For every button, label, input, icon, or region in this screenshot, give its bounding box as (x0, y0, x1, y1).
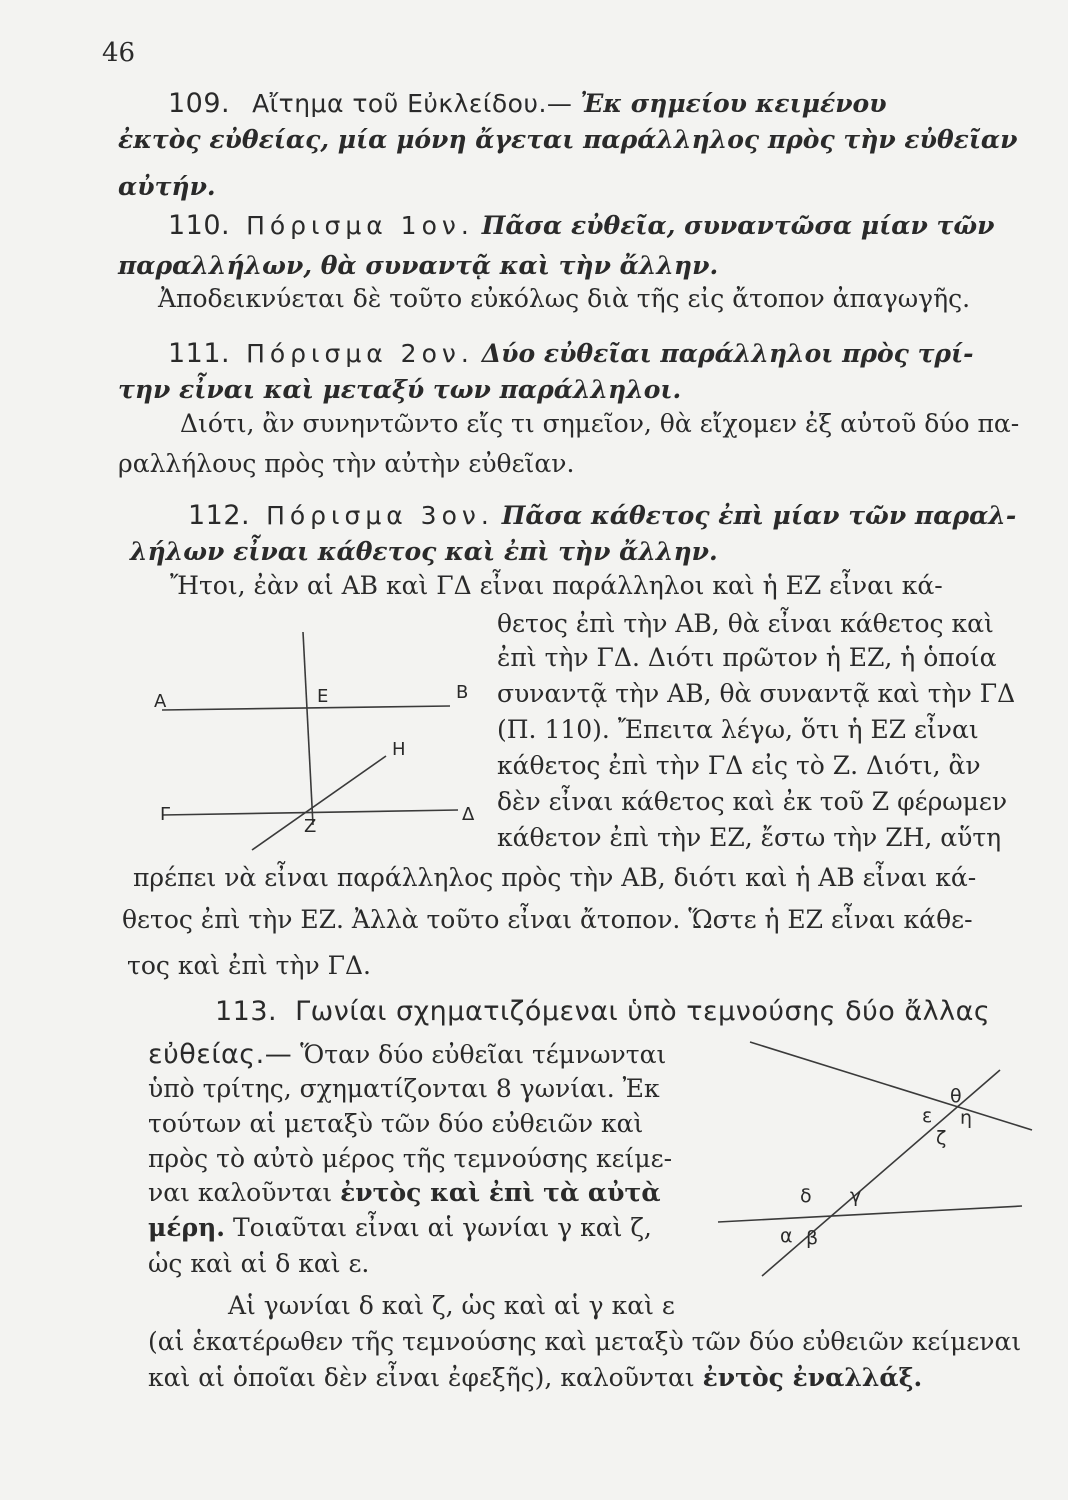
label-eta: η (960, 1107, 973, 1129)
label-g: Γ (160, 804, 171, 825)
s112-text-7: κάθετον ἐπὶ τὴν ΕΖ, ἔστω τὴν ΖΗ, αὕτη (497, 823, 1002, 852)
s109-statement-2: ἐκτὸς εὐθείας, μία μόνη ἄγεται παράλληλος πρὸς τὴν εὐθεῖαν (118, 125, 1018, 154)
label-epsilon: ε (922, 1105, 933, 1127)
s110-number: 110. (168, 210, 231, 241)
line-ez (303, 632, 313, 825)
s112-statement-1: Πᾶσα κάθετος ἐπὶ μίαν τῶν παραλ- (501, 501, 1017, 530)
s113-line6 (148, 1177, 661, 1209)
page-number: 46 (102, 38, 136, 68)
label-delta: δ (800, 1185, 812, 1207)
label-a: A (154, 691, 167, 712)
label-zeta: ζ (936, 1127, 947, 1149)
figure-transversal (710, 1030, 1040, 1280)
label-gamma: γ (850, 1185, 862, 1207)
s113-text-11: καὶ αἱ ὁποῖαι δὲν εἶναι ἐφεξῆς), καλοῦνται (148, 1363, 695, 1392)
s113-text-9: Αἱ γωνίαι δ καὶ ζ, ὡς καὶ αἱ γ καὶ ε (228, 1291, 675, 1320)
label-alpha: α (780, 1225, 793, 1247)
s111-statement-1: Δύο εὐθεῖαι παράλληλοι πρὸς τρί- (481, 339, 974, 368)
s112-text-9: θετος ἐπὶ τὴν ΕΖ. Ἀλλὰ τοῦτο εἶναι ἄτοπον. Ὥστε ἡ ΕΖ εἶναι κάθε- (122, 905, 973, 934)
s110-text-1: Ἀποδεικνύεται δὲ τοῦτο εὐκόλως διὰ τῆς εἰς ἄτοπον ἀπαγωγῆς. (158, 284, 971, 313)
s112-text-3: συναντᾷ τὴν ΑΒ, θὰ συναντᾷ καὶ τὴν ΓΔ (497, 679, 1016, 708)
s113-line1 (215, 996, 990, 1028)
s112-text-6: δὲν εἶναι κάθετος καὶ ἐκ τοῦ Ζ φέρωμεν (497, 787, 1008, 816)
s113-text-2: Ὅταν δύο εὐθεῖαι τέμνωνται (300, 1040, 667, 1069)
s113-text-8: ὡς καὶ αἱ δ καὶ ε. (148, 1249, 370, 1278)
s113-text-7: Τοιαῦται εἶναι αἱ γωνίαι γ καὶ ζ, (232, 1213, 652, 1242)
s110-statement-1: Πᾶσα εὐθεῖα, συναντῶσα μίαν τῶν (481, 211, 995, 240)
s113-text-6: ναι καλοῦνται (148, 1178, 333, 1207)
s113-line11 (148, 1362, 922, 1394)
s111-label: Πόρισμα 2ον. (246, 339, 474, 368)
s113-number: 113. (215, 996, 278, 1027)
line-zh (252, 756, 386, 850)
s113-text-10: (αἱ ἑκατέρωθεν τῆς τεμνούσης καὶ μεταξὺ τῶν δύο εὐθειῶν κείμεναι (148, 1327, 1022, 1356)
s113-text-5: πρὸς τὸ αὐτὸ μέρος τῆς τεμνούσης κείμε- (148, 1144, 673, 1173)
s112-text-2: ἐπὶ τὴν ΓΔ. Διότι πρῶτον ἡ ΕΖ, ἡ ὁποία (497, 643, 997, 672)
s112-number: 112. (188, 500, 251, 531)
s111-number: 111. (168, 338, 231, 369)
label-d: Δ (462, 804, 475, 825)
line-gd (162, 810, 458, 815)
s112-text-10: τος καὶ ἐπὶ τὴν ΓΔ. (127, 951, 371, 980)
s109-statement-1: Ἐκ σημείου κειμένου (580, 89, 887, 118)
s112-text-8: πρέπει νὰ εἶναι παράλληλος πρὸς τὴν ΑΒ, διότι καὶ ἡ ΑΒ εἶναι κά- (133, 863, 977, 892)
label-z: Z (304, 816, 317, 837)
label-b: B (456, 682, 469, 703)
s113-bold-6: ἐντὸς καὶ ἐπὶ τὰ αὐτὰ (340, 1178, 661, 1207)
s111-line1 (168, 338, 974, 370)
line-transversal (762, 1070, 1000, 1276)
s113-line7 (148, 1212, 652, 1244)
s113-text-3: ὑπὸ τρίτης, σχηματίζονται 8 γωνίαι. Ἐκ (148, 1074, 660, 1103)
s113-title-1: Γωνίαι σχηματιζόμεναι ὑπὸ τεμνούσης δύο ἄλλας (295, 996, 991, 1027)
s109-statement-3: αὐτήν. (118, 172, 216, 201)
s109-line1 (168, 88, 887, 120)
s110-line1 (168, 210, 995, 242)
label-theta: θ (950, 1085, 962, 1107)
label-h: H (392, 739, 406, 760)
s110-label: Πόρισμα 1ον. (246, 211, 474, 240)
s112-line1 (188, 500, 1016, 532)
figure-parallels (140, 620, 490, 860)
s113-text-4: τούτων αἱ μεταξὺ τῶν δύο εὐθειῶν καὶ (148, 1109, 644, 1138)
line-ab (162, 706, 450, 710)
s112-statement-2: λήλων εἶναι κάθετος καὶ ἐπὶ τὴν ἄλλην. (130, 537, 718, 566)
s111-statement-2: την εἶναι καὶ μεταξύ των παράλληλοι. (118, 375, 682, 404)
s113-line2 (148, 1039, 666, 1071)
s112-label: Πόρισμα 3ον. (266, 501, 494, 530)
s112-text-0: Ἤτοι, ἐὰν αἱ ΑΒ καὶ ΓΔ εἶναι παράλληλοι καὶ ἡ ΕΖ εἶναι κά- (170, 571, 943, 600)
s109-title: Αἴτημα τοῦ Εὐκλείδου.— (252, 89, 573, 118)
label-e: E (317, 686, 329, 707)
s111-text-2: ραλλήλους πρὸς τὴν αὐτὴν εὐθεῖαν. (118, 449, 575, 478)
s113-bold-11: ἐντὸς ἐναλλάξ. (702, 1363, 923, 1392)
s109-number: 109. (168, 88, 231, 119)
s112-text-1: θετος ἐπὶ τὴν ΑΒ, θὰ εἶναι κάθετος καὶ (497, 609, 994, 638)
s113-bold-7: μέρη. (148, 1213, 226, 1242)
s112-text-5: κάθετος ἐπὶ τὴν ΓΔ εἰς τὸ Ζ. Διότι, ἂν (497, 751, 981, 780)
label-beta: β (806, 1227, 819, 1249)
line-lower (718, 1206, 1022, 1222)
s111-text-1: Διότι, ἂν συνηντῶντο εἴς τι σημεῖον, θὰ εἴχομεν ἐξ αὐτοῦ δύο πα- (180, 409, 1020, 438)
s113-title-2: εὐθείας.— (148, 1039, 293, 1070)
s110-statement-2: παραλλήλων, θὰ συναντᾷ καὶ τὴν ἄλλην. (118, 251, 719, 280)
line-upper (750, 1042, 1032, 1130)
s112-text-4: (Π. 110). Ἔπειτα λέγω, ὅτι ἡ ΕΖ εἶναι (497, 715, 979, 744)
